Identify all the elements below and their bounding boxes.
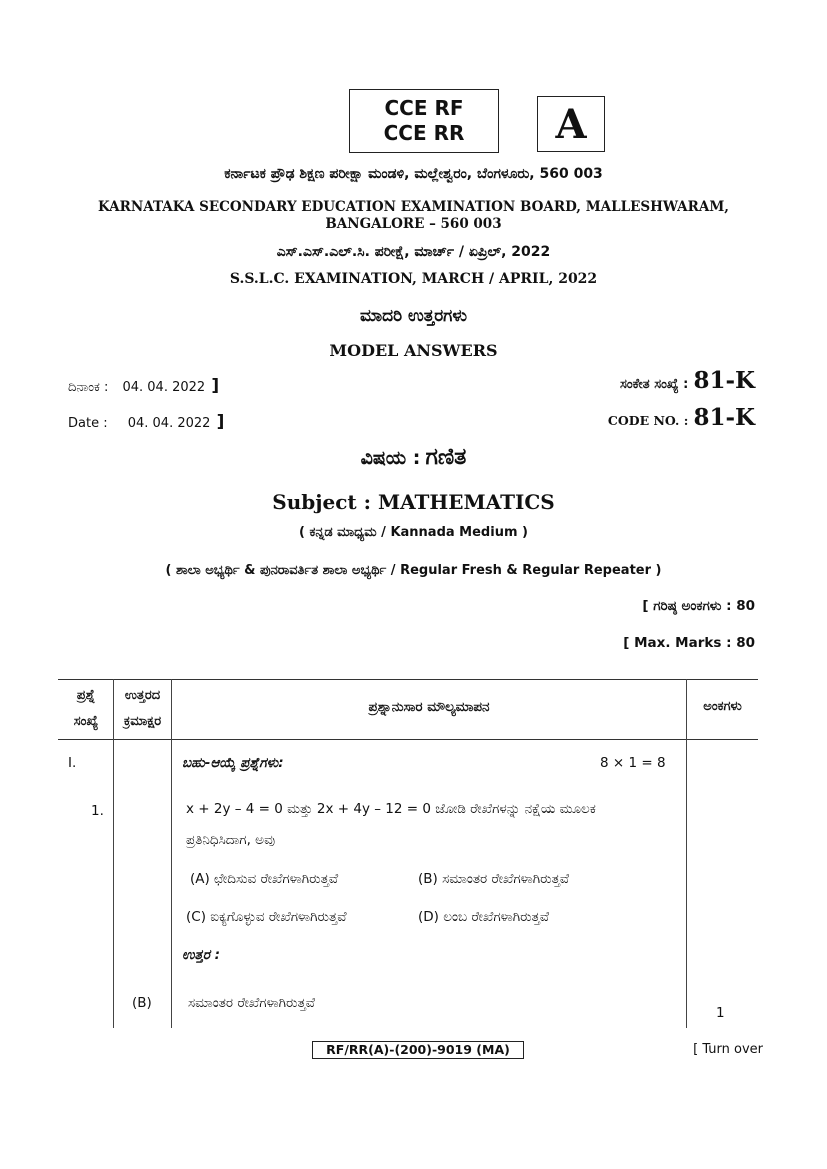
date-bracket-english: ] bbox=[216, 412, 225, 432]
turn-over-label: [ Turn over bbox=[693, 1042, 763, 1057]
header-evaluation: ಪ್ರಶ್ನಾನುಸಾರ ಮೌಲ್ಯಮಾಪನ bbox=[368, 699, 490, 715]
answer-text: ಸಮಾಂತರ ರೇಖೆಗಳಾಗಿರುತ್ತವೆ bbox=[188, 995, 316, 1011]
header-question-number bbox=[60, 683, 112, 735]
table-col-divider-2 bbox=[171, 679, 172, 1028]
table-top-border bbox=[58, 679, 758, 680]
header-question-number-line1: ಪ್ರಶ್ನೆ bbox=[76, 688, 96, 703]
date-label-kannada: ದಿನಾಂಕ : bbox=[68, 380, 109, 395]
code-label-kannada: ಸಂಕೇತ ಸಂಖ್ಯೆ : bbox=[620, 377, 689, 392]
exam-code-box bbox=[349, 89, 499, 153]
subject-value-kannada: ಗಣಿತ bbox=[425, 444, 467, 470]
max-marks-kannada: [ ಗರಿಷ್ಠ ಅಂಕಗಳು : 80 bbox=[642, 598, 755, 614]
subject-label-english: Subject : bbox=[272, 490, 371, 514]
exam-code-line-1: CCE RF bbox=[384, 96, 464, 120]
table-header-border bbox=[58, 739, 758, 740]
date-value: 04. 04. 2022 bbox=[122, 380, 206, 395]
option-d: (D) ಲಂಬ ರೇಖೆಗಳಾಗಿರುತ್ತವೆ bbox=[418, 909, 550, 925]
code-value: 81-K bbox=[693, 367, 755, 394]
option-a: (A) ಛೇದಿಸುವ ರೇಖೆಗಳಾಗಿರುತ್ತವೆ bbox=[190, 871, 339, 887]
header-question-number-line2: ಸಂಖ್ಯೆ bbox=[73, 714, 99, 729]
code-row-english bbox=[608, 404, 755, 431]
footer-paper-code: RF/RR(A)-(200)-9019 (MA) bbox=[312, 1041, 524, 1059]
board-name-kannada: ಕರ್ನಾಟಕ ಪ್ರೌಢ ಶಿಕ್ಷಣ ಪರೀಕ್ಷಾ ಮಂಡಳಿ, ಮಲ್ಲೇಶ್ವರಂ, ಬೆಂಗಳೂರು, 560 003 bbox=[224, 166, 603, 182]
header-marks: ಅಂಕಗಳು bbox=[703, 699, 742, 714]
option-c: (C) ಐಕ್ಯಗೊಳ್ಳುವ ರೇಖೆಗಳಾಗಿರುತ್ತವೆ bbox=[186, 909, 347, 925]
model-answers-english: MODEL ANSWERS bbox=[329, 341, 498, 360]
code-row-kannada bbox=[620, 367, 755, 394]
date-row-english bbox=[68, 412, 224, 432]
subject-label-kannada: ವಿಷಯ : bbox=[360, 447, 421, 469]
section-title: ಬಹು-ಆಯ್ಕೆ ಪ್ರಶ್ನೆಗಳು: bbox=[182, 755, 284, 771]
max-marks-english: [ Max. Marks : 80 bbox=[623, 635, 755, 651]
date-bracket: ] bbox=[211, 376, 220, 396]
table-col-divider-3 bbox=[686, 679, 687, 1028]
date-label-english: Date : bbox=[68, 416, 108, 431]
header-answer-key bbox=[114, 683, 171, 735]
header-answer-key-line1: ಉತ್ತರದ bbox=[124, 688, 161, 703]
exam-title-english: S.S.L.C. EXAMINATION, MARCH / APRIL, 2022 bbox=[229, 271, 598, 287]
version-letter-box: A bbox=[537, 96, 605, 152]
code-label-english: CODE NO. : bbox=[607, 413, 689, 428]
exam-code-line-2: CCE RR bbox=[383, 121, 465, 145]
answer-marks: 1 bbox=[716, 1005, 725, 1021]
date-row-kannada bbox=[68, 376, 219, 396]
code-value-english: 81-K bbox=[693, 404, 755, 431]
medium-line: ( ಕನ್ನಡ ಮಾಧ್ಯಮ / Kannada Medium ) bbox=[299, 525, 528, 540]
board-name-english-2: BANGALORE – 560 003 bbox=[325, 216, 502, 232]
board-name-english-1: KARNATAKA SECONDARY EDUCATION EXAMINATION BOARD, MALLESHWARAM, bbox=[97, 199, 729, 215]
date-value-english: 04. 04. 2022 bbox=[127, 416, 211, 431]
model-answers-kannada: ಮಾದರಿ ಉತ್ತರಗಳು bbox=[359, 306, 468, 326]
subject-kannada bbox=[0, 444, 827, 470]
section-number: I. bbox=[68, 755, 77, 771]
exam-title-kannada: ಎಸ್.ಎಸ್.ಎಲ್.ಸಿ. ಪರೀಕ್ಷೆ, ಮಾರ್ಚ್ / ಏಪ್ರಿಲ್, 2022 bbox=[276, 244, 551, 260]
subject-value-english: MATHEMATICS bbox=[377, 490, 555, 514]
question-text-line2: ಪ್ರತಿನಿಧಿಸಿದಾಗ, ಅವು bbox=[186, 832, 276, 848]
answer-label: ಉತ್ತರ : bbox=[182, 947, 221, 963]
answer-key: (B) bbox=[132, 995, 152, 1011]
question-number: 1. bbox=[91, 803, 104, 819]
section-marks: 8 × 1 = 8 bbox=[600, 755, 666, 771]
subject-english bbox=[0, 490, 827, 514]
header-answer-key-line2: ಕ್ರಮಾಕ್ಷರ bbox=[123, 714, 162, 729]
candidates-line: ( ಶಾಲಾ ಅಭ್ಯರ್ಥಿ & ಪುನರಾವರ್ತಿತ ಶಾಲಾ ಅಭ್ಯರ್ಥಿ / Regular Fresh & Regular Repeater ) bbox=[165, 563, 662, 578]
option-b: (B) ಸಮಾಂತರ ರೇಖೆಗಳಾಗಿರುತ್ತವೆ bbox=[418, 871, 570, 887]
question-text-line1: x + 2y – 4 = 0 ಮತ್ತು 2x + 4y – 12 = 0 ಜೋಡಿ ರೇಖೆಗಳನ್ನು ನಕ್ಷೆಯ ಮೂಲಕ bbox=[186, 801, 596, 817]
